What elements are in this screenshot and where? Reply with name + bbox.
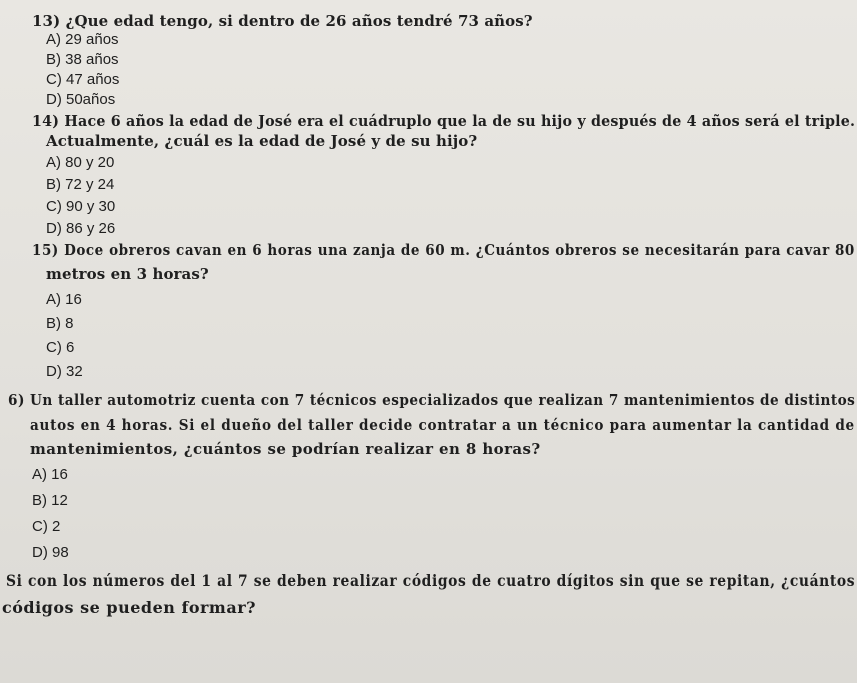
question-6-option-c: C) 2 xyxy=(32,518,61,535)
question-15-option-b: B) 8 xyxy=(46,315,74,332)
question-15-option-c: C) 6 xyxy=(46,339,75,356)
final-question-text-line-1: Si con los números del 1 al 7 se deben realizar códigos de cuatro dígitos sin que se repitan, ¿cuántos xyxy=(6,571,856,590)
question-13-option-a: A) 29 años xyxy=(46,31,119,48)
question-15-option-a: A) 16 xyxy=(46,291,82,308)
question-13-text: 13) ¿Que edad tengo, si dentro de 26 años tendré 73 años? xyxy=(32,12,533,30)
final-question-text-line-2: códigos se pueden formar? xyxy=(2,598,257,617)
question-15-text-line-2: metros en 3 horas? xyxy=(46,265,209,283)
question-6-option-b: B) 12 xyxy=(32,492,68,509)
question-14-option-c: C) 90 y 30 xyxy=(46,198,116,215)
question-6-text-line-3: mantenimientos, ¿cuántos se podrían realizar en 8 horas? xyxy=(30,440,541,458)
question-6-text-line-2: autos en 4 horas. Si el dueño del taller decide contratar a un técnico para aumentar la cantidad de xyxy=(30,416,855,434)
question-6-option-d: D) 98 xyxy=(32,544,69,561)
question-14-text-line-1: 14) Hace 6 años la edad de José era el cuádruplo que la de su hijo y después de 4 años será el triple. xyxy=(32,112,856,130)
question-6-text-line-1: 6) Un taller automotriz cuenta con 7 técnicos especializados que realizan 7 mantenimientos de distintos xyxy=(8,391,856,409)
question-6-option-a: A) 16 xyxy=(32,466,68,483)
question-14-option-a: A) 80 y 20 xyxy=(46,154,115,171)
question-13-option-b: B) 38 años xyxy=(46,51,119,68)
question-14-option-d: D) 86 y 26 xyxy=(46,220,116,237)
question-13-option-d: D) 50años xyxy=(46,91,116,108)
question-14-text-line-2: Actualmente, ¿cuál es la edad de José y de su hijo? xyxy=(46,132,478,150)
question-15-option-d: D) 32 xyxy=(46,363,83,380)
question-15-text-line-1: 15) Doce obreros cavan en 6 horas una zanja de 60 m. ¿Cuántos obreros se necesitarán para cavar 80 xyxy=(32,241,855,259)
question-14-option-b: B) 72 y 24 xyxy=(46,176,115,193)
question-13-option-c: C) 47 años xyxy=(46,71,120,88)
